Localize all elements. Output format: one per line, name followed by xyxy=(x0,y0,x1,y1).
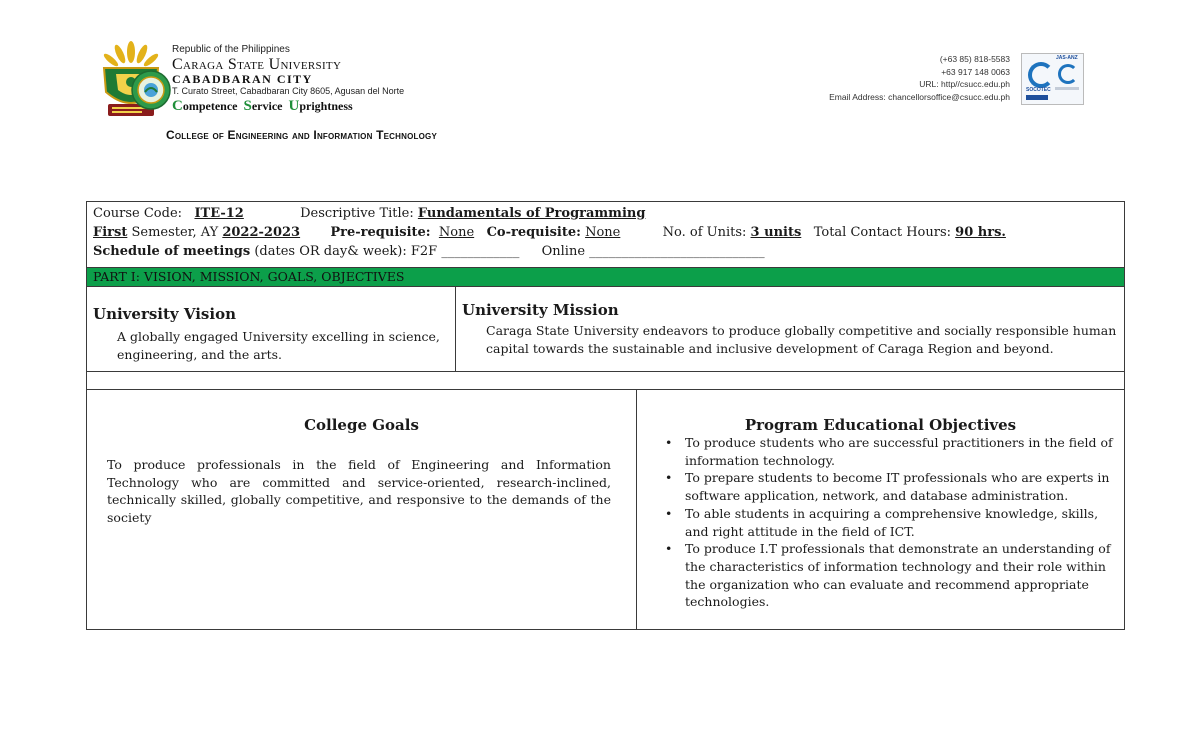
corequisite-label: Co-requisite: xyxy=(486,225,581,240)
course-line-1 xyxy=(93,204,1118,223)
campus-seal-logo xyxy=(131,70,171,110)
course-code-label: Course Code: xyxy=(93,206,183,221)
online-line: Online ___________________________ xyxy=(541,244,765,259)
semester-label: Semester, AY xyxy=(131,225,219,240)
syllabus-table xyxy=(86,201,1125,630)
college-goals-cell xyxy=(87,390,637,629)
university-vision-cell xyxy=(87,287,456,371)
campus-address: T. Curato Street, Cabadbaran City 8605, Agusan del Norte xyxy=(172,86,405,96)
corequisite-value: None xyxy=(585,225,621,240)
program-objectives-cell xyxy=(637,390,1124,629)
certification-c-icon xyxy=(1028,62,1054,88)
university-mission-cell xyxy=(456,287,1124,371)
course-code: ITE-12 xyxy=(194,206,244,221)
contact-hours-value: 90 hrs. xyxy=(955,225,1006,240)
part-1-heading: PART I: VISION, MISSION, GOALS, OBJECTIVES xyxy=(87,267,1124,287)
cert-top-label: JAS-ANZ xyxy=(1056,55,1078,61)
course-line-3 xyxy=(93,242,1118,261)
list-item: • To produce students who are successful practitioners in the field of information technology. xyxy=(685,434,1114,469)
vision-text: A globally engaged University excelling in science, engineering, and the arts. xyxy=(117,329,440,362)
cert-label: SOCOTEC xyxy=(1026,87,1051,93)
goals-title: College Goals xyxy=(304,416,419,434)
motto-word: ervice xyxy=(251,99,283,113)
motto-initial: U xyxy=(288,98,300,114)
url-line: URL: http//csucc.edu.ph xyxy=(919,79,1010,89)
cert-bar xyxy=(1055,87,1079,90)
motto-initial: C xyxy=(172,98,183,114)
course-title-label: Descriptive Title: xyxy=(300,206,414,221)
objectives-title: Program Educational Objectives xyxy=(744,416,1017,434)
semester-term: First xyxy=(93,225,128,240)
mobile-line: +63 917 148 0063 xyxy=(941,66,1010,77)
phone-line: (+63 85) 818-5583 xyxy=(939,54,1010,64)
cert-bar xyxy=(1026,95,1048,100)
university-motto xyxy=(172,97,404,115)
contact-info xyxy=(829,53,1010,103)
objectives-list xyxy=(637,434,1124,611)
email-line: Email Address: chancellorsoffice@csucc.edu.ph xyxy=(829,91,1010,102)
iso-certification-badge xyxy=(1021,53,1084,105)
schedule-note: (dates OR day& week): F2F ____________ xyxy=(254,244,520,259)
list-item: • To able students in acquiring a comprehensive knowledge, skills, and right attitude in the field of ICT. xyxy=(685,505,1114,540)
motto-initial: S xyxy=(243,98,252,114)
course-title: Fundamentals of Programming xyxy=(417,206,646,221)
schedule-label: Schedule of meetings xyxy=(93,244,251,259)
university-name: Caraga State University xyxy=(172,56,342,73)
spacer-row xyxy=(87,371,1124,390)
motto-word: ompetence xyxy=(182,99,238,113)
list-item: • To prepare students to become IT professionals who are experts in software application, network, and database administration. xyxy=(685,469,1114,504)
republic-line: Republic of the Philippines xyxy=(172,44,290,55)
mission-text: Caraga State University endeavors to produce globally competitive and socially responsible human capital towards the sustainable and inclusive development of Caraga Region and beyond. xyxy=(486,323,1117,356)
course-info-row xyxy=(87,202,1124,267)
vision-title: University Vision xyxy=(93,305,236,323)
units-value: 3 units xyxy=(750,225,802,240)
university-header xyxy=(172,44,404,115)
prerequisite-value: None xyxy=(438,225,475,240)
academic-year: 2022-2023 xyxy=(222,225,301,240)
college-name: College of Engineering and Information Technology xyxy=(166,128,437,142)
goals-text: To produce professionals in the field of Engineering and Information Technology who are committed and service-oriented, research-inclined, technically skilled, globally competitive, and responsive to the demands of the society xyxy=(107,457,611,525)
course-line-2 xyxy=(93,223,1118,242)
mission-title: University Mission xyxy=(462,301,619,319)
list-item: • To produce I.T professionals that demonstrate an understanding of the characteristics of information technology and their role within the organization who can evaluate and recommend appropriate technologies. xyxy=(685,540,1114,611)
certification-c-icon xyxy=(1058,64,1078,84)
prerequisite-label: Pre-requisite: xyxy=(330,225,431,240)
units-label: No. of Units: xyxy=(662,225,747,240)
motto-word: prightness xyxy=(299,99,353,113)
campus-name: CABADBARAN CITY xyxy=(172,72,313,86)
contact-hours-label: Total Contact Hours: xyxy=(813,225,952,240)
